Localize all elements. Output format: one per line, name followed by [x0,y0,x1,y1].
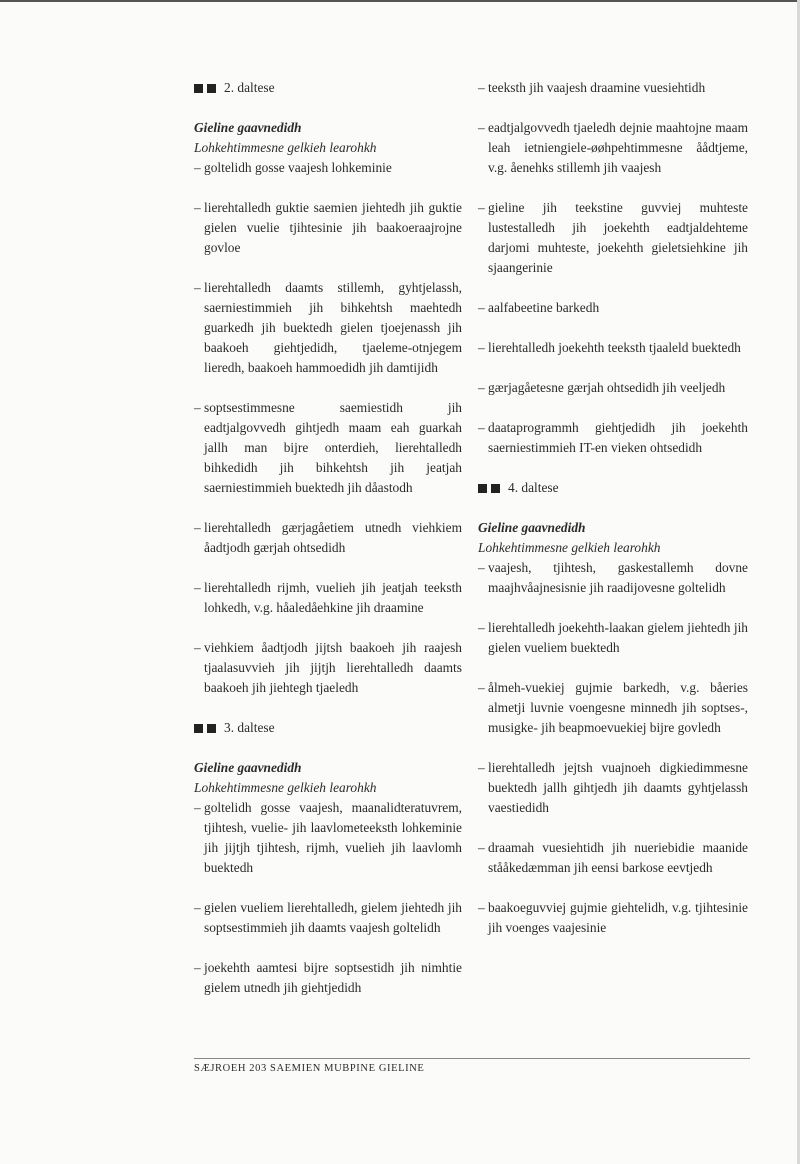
section-title: Gieline gaavnedidh [194,760,302,775]
list-item: – gærjagåetesne gærjah ohtsedidh jih veeljedh [478,378,748,398]
list-item: – lierehtalledh daamts stillemh, gyhtjelassh, saerniestimmieh jih bihkehtsh maehtedh guarkedh jih buektedh gielen tjoejenassh jih baakoeh giehtjedidh, tjaeleme-otnjegem lieredh, baakoeh hammoedidh jih damtijidh [194,278,462,378]
square-bullet-icon [194,84,203,93]
section-heading-label: 4. daltese [508,480,559,495]
square-bullet-icon [194,724,203,733]
list-item: – daataprogrammh giehtjedidh jih joekehth saerniestimmieh IT-en vieken ohtsedidh [478,418,748,458]
list-item: – goltelidh gosse vaajesh, maanalidteratuvrem, tjihtesh, vuelie- jih laavlometeeksth lohkeminie jih jijtjh tjihtesh, rijmh, vuelieh jih laavlomh buektedh [194,798,462,878]
section-heading-label: 2. daltese [224,80,275,95]
square-bullet-icon [207,724,216,733]
list-item: – goltelidh gosse vaajesh lohkeminie [194,158,462,178]
list-item: – eadtjalgovvedh tjaeledh dejnie maahtojne maam leah ietniengiele-øøhpehtimmesne åådtjeme, v.g. åenehks stillemh jih vaajesh [478,118,748,178]
list-item: – lierehtalledh gærjagåetiem utnedh viehkiem åadtjodh gærjah ohtsedidh [194,518,462,558]
section-heading-4 [478,478,748,498]
list-item: – soptsestimmesne saemiestidh jih eadtjalgovvedh gihtjedh maam eah guarkah jallh man bijre onterdieh, lierehtalledh bihkedidh jih bihkehtsh jih jeatjah saerniestimmieh buektedh jih dåastodh [194,398,462,498]
list-item: – lierehtalledh jejtsh vuajnoeh digkiedimmesne buektedh jallh gihtjedh jih daamts gyhtjelassh vaestiedidh [478,758,748,818]
section-subtitle: Lohkehtimmesne gelkieh learohkh [194,140,377,155]
section-title: Gieline gaavnedidh [194,120,302,135]
left-column [194,78,462,1018]
top-border [0,0,800,2]
square-bullet-icon [207,84,216,93]
footer-divider [194,1058,750,1059]
list-item: – viehkiem åadtjodh jijtsh baakoeh jih raajesh tjaalasuvvieh jih jijtjh lierehtalledh daamts baakoeh jih jiehtegh tjaeledh [194,638,462,698]
section-heading-3 [194,718,462,738]
list-item: – draamah vuesiehtidh jih nueriebidie maanide stååkedæmman jih eensi barkose eevtjedh [478,838,748,878]
list-item: – ålmeh-vuekiej gujmie barkedh, v.g. båeries almetji luvnie voengesne minnedh jih soptses-, musigke- jih beapmoevuekiej bijre govledh [478,678,748,738]
page-footer: SÆJROEH 203 SAEMIEN MUBPINE GIELINE [194,1063,425,1074]
list-item: – vaajesh, tjihtesh, gaskestallemh dovne maajhvåajnesisnie jih raadijovesne goltelidh [478,558,748,598]
right-column [478,78,748,958]
list-item: – joekehth aamtesi bijre soptsestidh jih nimhtie gielem utnedh jih giehtjedidh [194,958,462,998]
list-item: – gieline jih teekstine guvviej muhteste lustestalledh jih joekehth eadtjaldehteme darjomi muhteste, joekehth gieletsiehkine jih sjaangerinie [478,198,748,278]
square-bullet-icon [491,484,500,493]
list-item: – baakoeguvviej gujmie giehtelidh, v.g. tjihtesinie jih voenges vaajesinie [478,898,748,938]
list-item: – teeksth jih vaajesh draamine vuesiehtidh [478,78,748,98]
section-title: Gieline gaavnedidh [478,520,586,535]
section-heading-label: 3. daltese [224,720,275,735]
square-bullet-icon [478,484,487,493]
list-item: – gielen vueliem lierehtalledh, gielem jiehtedh jih soptsestimmieh jih daamts vaajesh goltelidh [194,898,462,938]
list-item: – lierehtalledh guktie saemien jiehtedh jih guktie gielen vuelie tjihtesinie jih baakoeraajrojne govloe [194,198,462,258]
list-item: – lierehtalledh rijmh, vuelieh jih jeatjah teeksth lohkedh, v.g. håaledåehkine jih draamine [194,578,462,618]
section-heading-2 [194,78,462,98]
list-item: – aalfabeetine barkedh [478,298,748,318]
list-item: – lierehtalledh joekehth-laakan gielem jiehtedh jih gielen vueliem buektedh [478,618,748,658]
section-subtitle: Lohkehtimmesne gelkieh learohkh [478,540,661,555]
list-item: – lierehtalledh joekehth teeksth tjaaleld buektedh [478,338,748,358]
section-subtitle: Lohkehtimmesne gelkieh learohkh [194,780,377,795]
